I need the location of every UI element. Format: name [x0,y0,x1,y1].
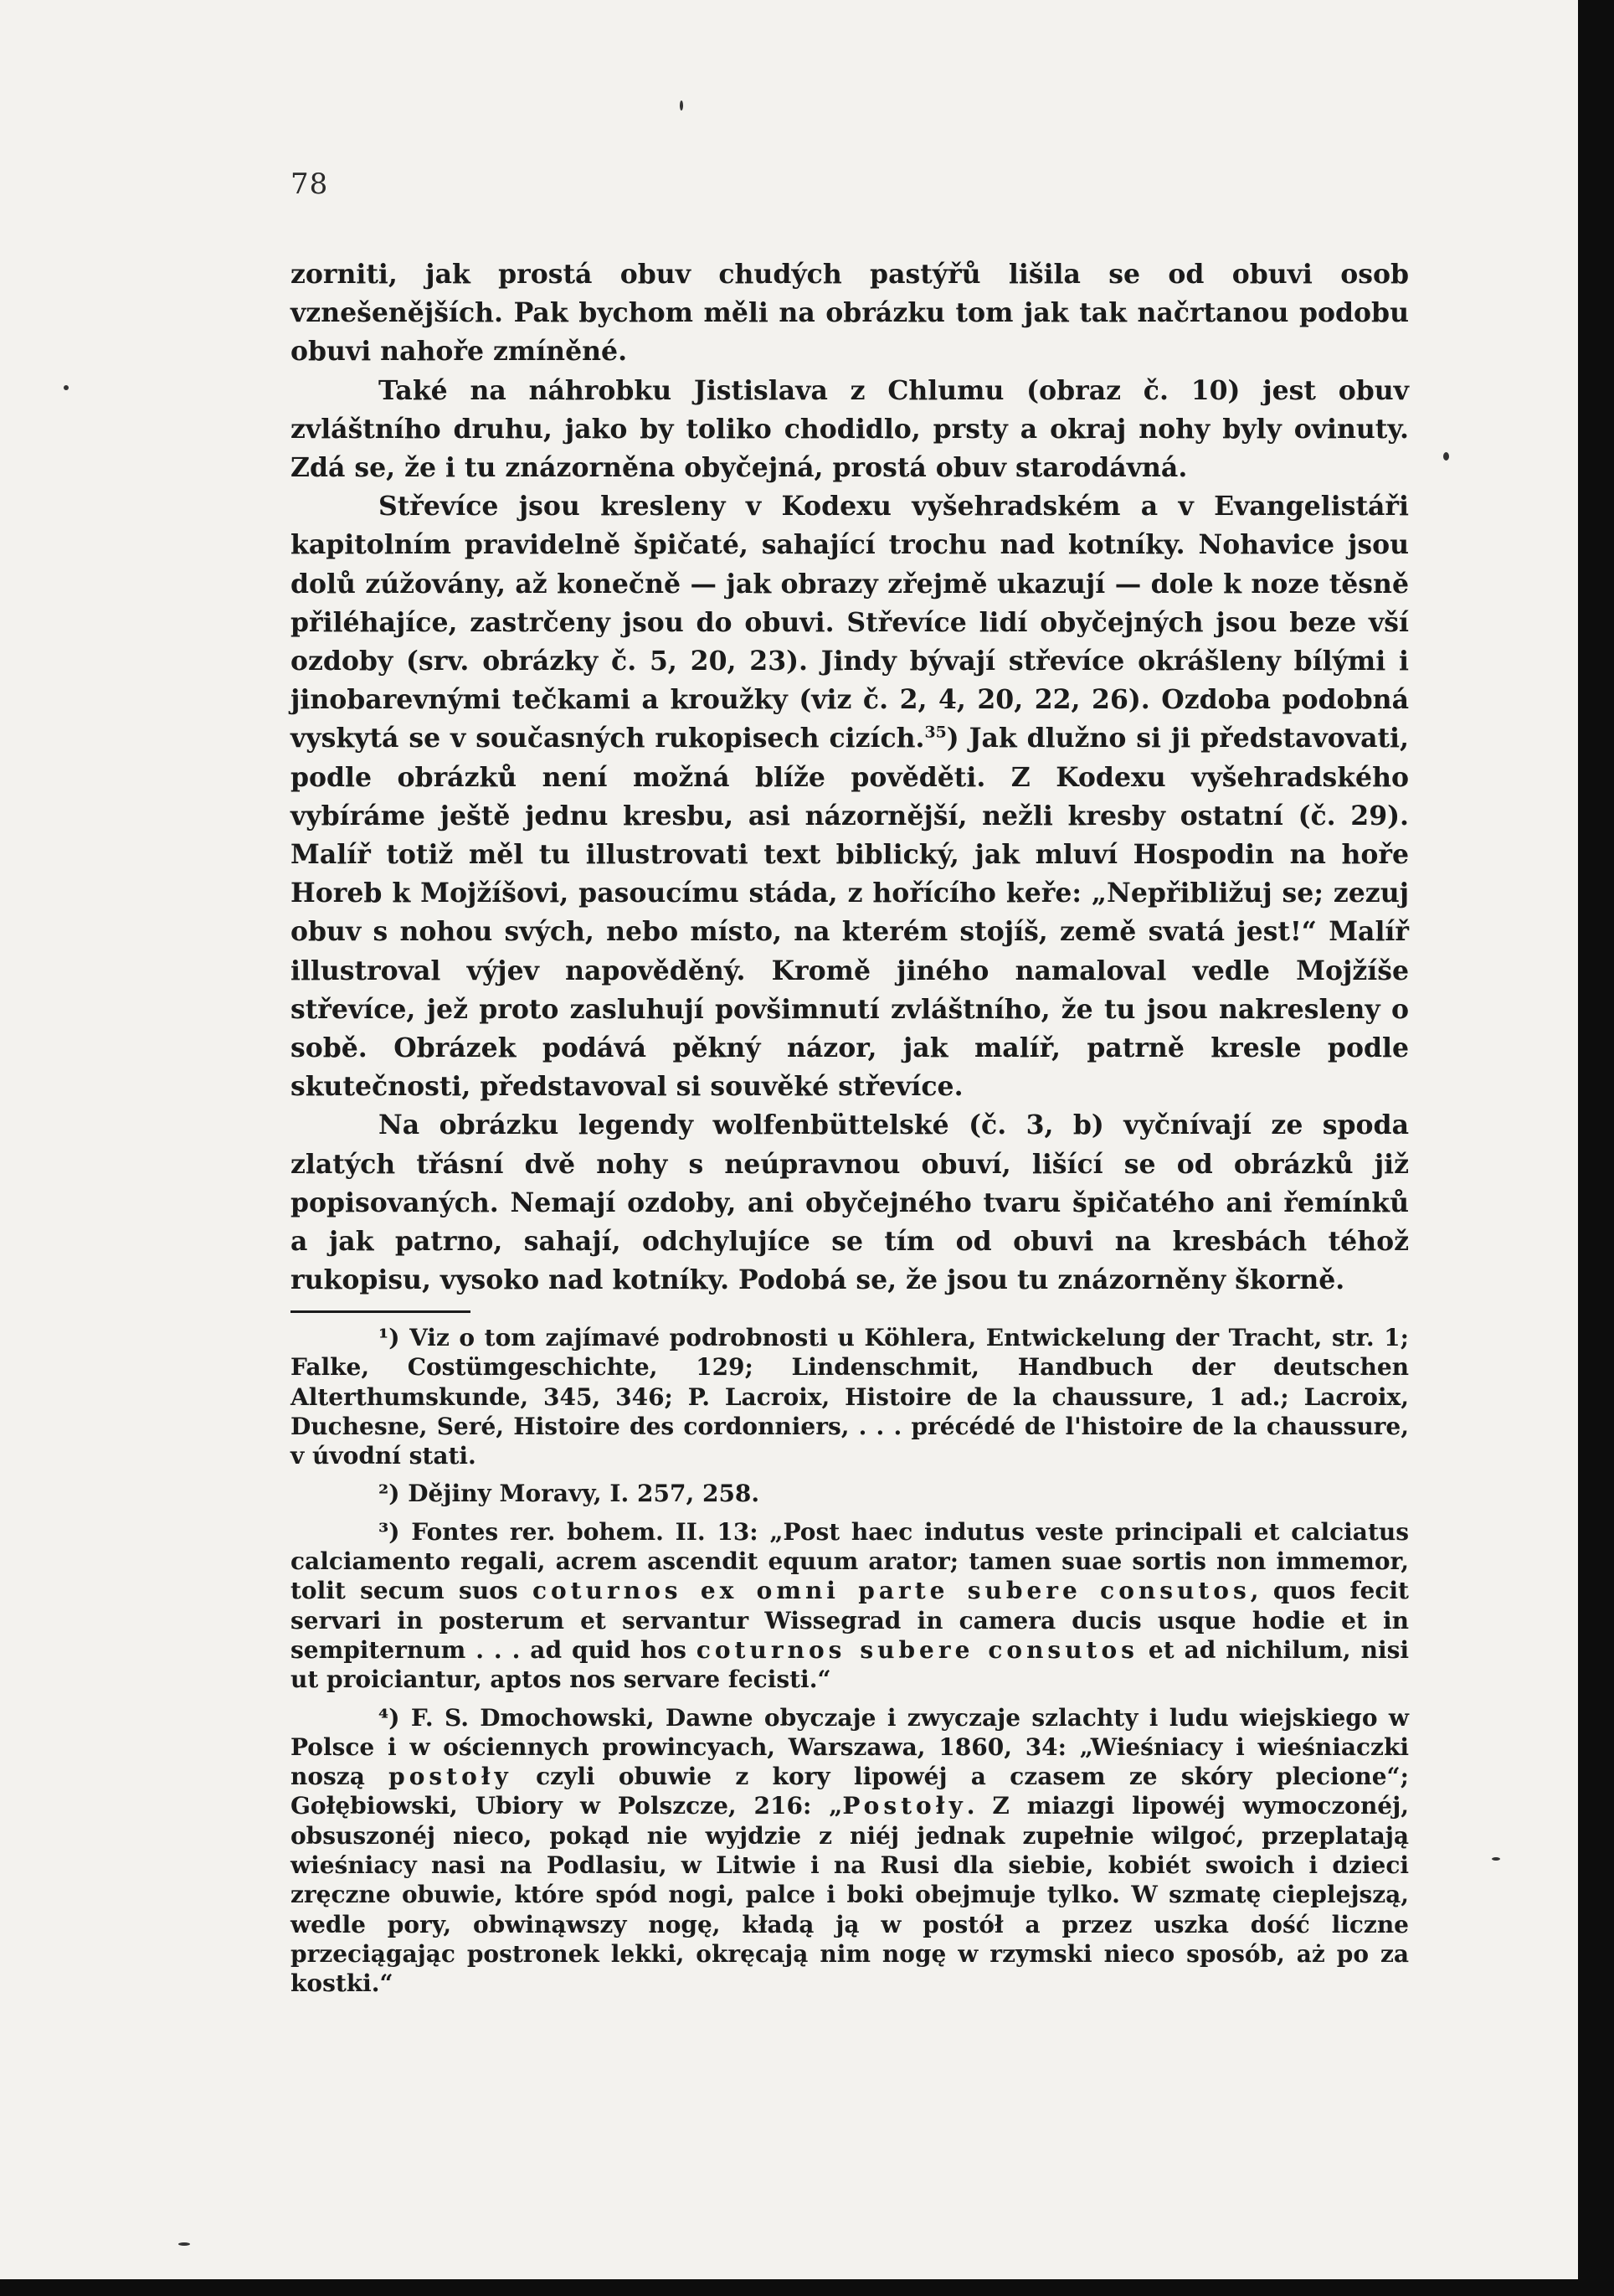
footnote-4-spaced-b: Postoły [842,1792,967,1820]
paper-speck [178,2242,190,2246]
paragraph-4: Na obrázku legendy wolfenbüttelské (č. 3, b) vyčnívají ze spoda zlatých třásní dvě nohy s neúpravnou obuví, lišící se od obrázků již popisovaných. Nemají ozdoby, ani obyčejného tvaru špičatého ani řemínků a jak patrno, sahají, odchylujíce se tím od obuvi na kresbách téhož rukopisu, vysoko nad kotníky. Podobá se, že jsou tu znázorněny škorně. [290,1109,1409,1296]
footnotes [290,1323,1409,2007]
footnote-4-spaced-a: postoły [388,1763,512,1791]
paper-speck [680,100,683,111]
paragraph-3-rest: ) Jak dlužno si ji představovati, podle obrázků není možná blíže pověděti. Z Kodexu vyšehradského vybíráme ještě jednu kresbu, asi názornější, nežli kresby ostatní (č. 29). Malíř totiž měl tu illustrovati text biblický, jak mluví Hospodin na hoře Horeb k Mojžíšovi, pasoucímu stáda, z hořícího keře: „Nepřibližuj se; zezuj obuv s nohou svých, nebo místo, na kterém stojíš, země svatá jest!“ Malíř illustroval výjev napověděný. Kromě jiného namaloval vedle Mojžíše střevíce, jež proto zasluhují povšimnutí zvláštního, že tu jsou nakresleny o sobě. Obrázek podává pěkný názor, jak malíř, patrně kresle podle skutečnosti, představoval si souvěké střevíce. [290,723,1409,1103]
footnote-3 [290,1517,1409,1695]
footnote-4-text-c: . Z miazgi lipowéj wymoczonéj, obsuszonéj nieco, pokąd nie wyjdzie z niéj jednak zupełnie wilgoć, przeplatają wieśniacy nasi na Podlasiu, w Litwie i na Rusi dla siebie, kobiét swoich i dzieci zręczne obuwie, które spód nogi, palce i boki obejmuje tylko. W szmatę cieplejszą, wedle pory, obwinąwszy nogę, kładą ją w postół a przez uszka dość liczne przeciągając postronek lekki, okręcają nim nogę w rzymski nieco sposób, aż po za kostki.“ [290,1792,1409,1998]
footnote-3-spaced-b: coturnos subere consutos [696,1635,1139,1664]
footnote-reference: 35 [924,723,947,742]
paragraph-2: Také na náhrobku Jistislava z Chlumu (obraz č. 10) jest obuv zvláštního druhu, jako by toliko chodidlo, prsty a okraj nohy byly ovinuty. Zdá se, že i tu znázorněna obyčejná, prostá obuv starodávná. [290,374,1409,484]
footnote-divider [290,1310,470,1313]
paragraph-3 [290,487,1409,1106]
paper-speck [64,385,69,390]
paragraph-1: zorniti, jak prostá obuv chudých pastýřů lišila se od obuvi osob vznešenějších. Pak bychom měli na obrázku tom jak tak načrtanou podobu obuvi nahoře zmíněné. [290,259,1409,368]
footnote-1: ¹) Viz o tom zajímavé podrobnosti u Köhlera, Entwickelung der Tracht, str. 1; Falke, Costümgeschichte, 129; Lindenschmit, Handbuch der deutschen Alterthumskunde, 345, 346; P. Lacroix, Histoire de la chaussure, 1 ad.; Lacroix, Duchesne, Seré, Histoire des cordonniers, . . . précédé de l'histoire de la chaussure, v úvodní stati. [290,1324,1409,1470]
footnote-3-text-c: et ad nichilum, nisi ut proiciantur, aptos nos servare fecisti.“ [290,1635,1409,1694]
footnote-4-text-b: czyli obuwie z kory lipowéj a czasem ze skóry plecione“; Gołębiowski, Ubiory w Polszcze, 216: „ [290,1763,1409,1820]
footnote-3-spaced-a: coturnos ex omni parte subere consutos [532,1577,1251,1605]
footnote-2: ²) Dějiny Moravy, I. 257, 258. [378,1480,760,1508]
paragraph-3-main: Střevíce jsou kresleny v Kodexu vyšehradském a v Evangelistáři kapitolním pravidelně špičaté, sahající trochu nad kotníky. Nohavice jsou dolů zúžovány, až konečně — jak obrazy zřejmě ukazují — dole k noze těsně přiléhajíce, zastrčeny jsou do obuvi. Střevíce lidí obyčejných jsou beze vší ozdoby (srv. obrázky č. 5, 20, 23). Jindy bývají střevíce okrášleny bílými i jinobarevnými tečkami a kroužky (viz č. 2, 4, 20, 22, 26). Ozdoba podobná vyskytá se v současných rukopisech cizích. [290,491,1409,754]
main-text [290,255,1409,1300]
footnote-3-text-b: , quos fecit servari in posterum et servantur Wissegrad in camera ducis usque hodie et in sempiternum . . . ad quid hos [290,1577,1409,1664]
footnote-4 [290,1703,1409,1999]
paper-speck [1443,452,1449,461]
paper-speck [1492,1857,1500,1861]
footnote-4-text-a: ⁴) F. S. Dmochowski, Dawne obyczaje i zwyczaje szlachty i ludu wiejskiego w Polsce i w ościennych prowincyach, Warszawa, 1860, 34: „Wieśniacy i wieśniaczki noszą [290,1703,1409,1791]
footnote-3-text-a: ³) Fontes rer. bohem. II. 13: „Post haec indutus veste principali et calciatus calciamento regali, acrem ascendit equum arator; tamen suae sortis non immemor, tolit secum suos [290,1517,1409,1605]
page-number: 78 [290,167,329,201]
